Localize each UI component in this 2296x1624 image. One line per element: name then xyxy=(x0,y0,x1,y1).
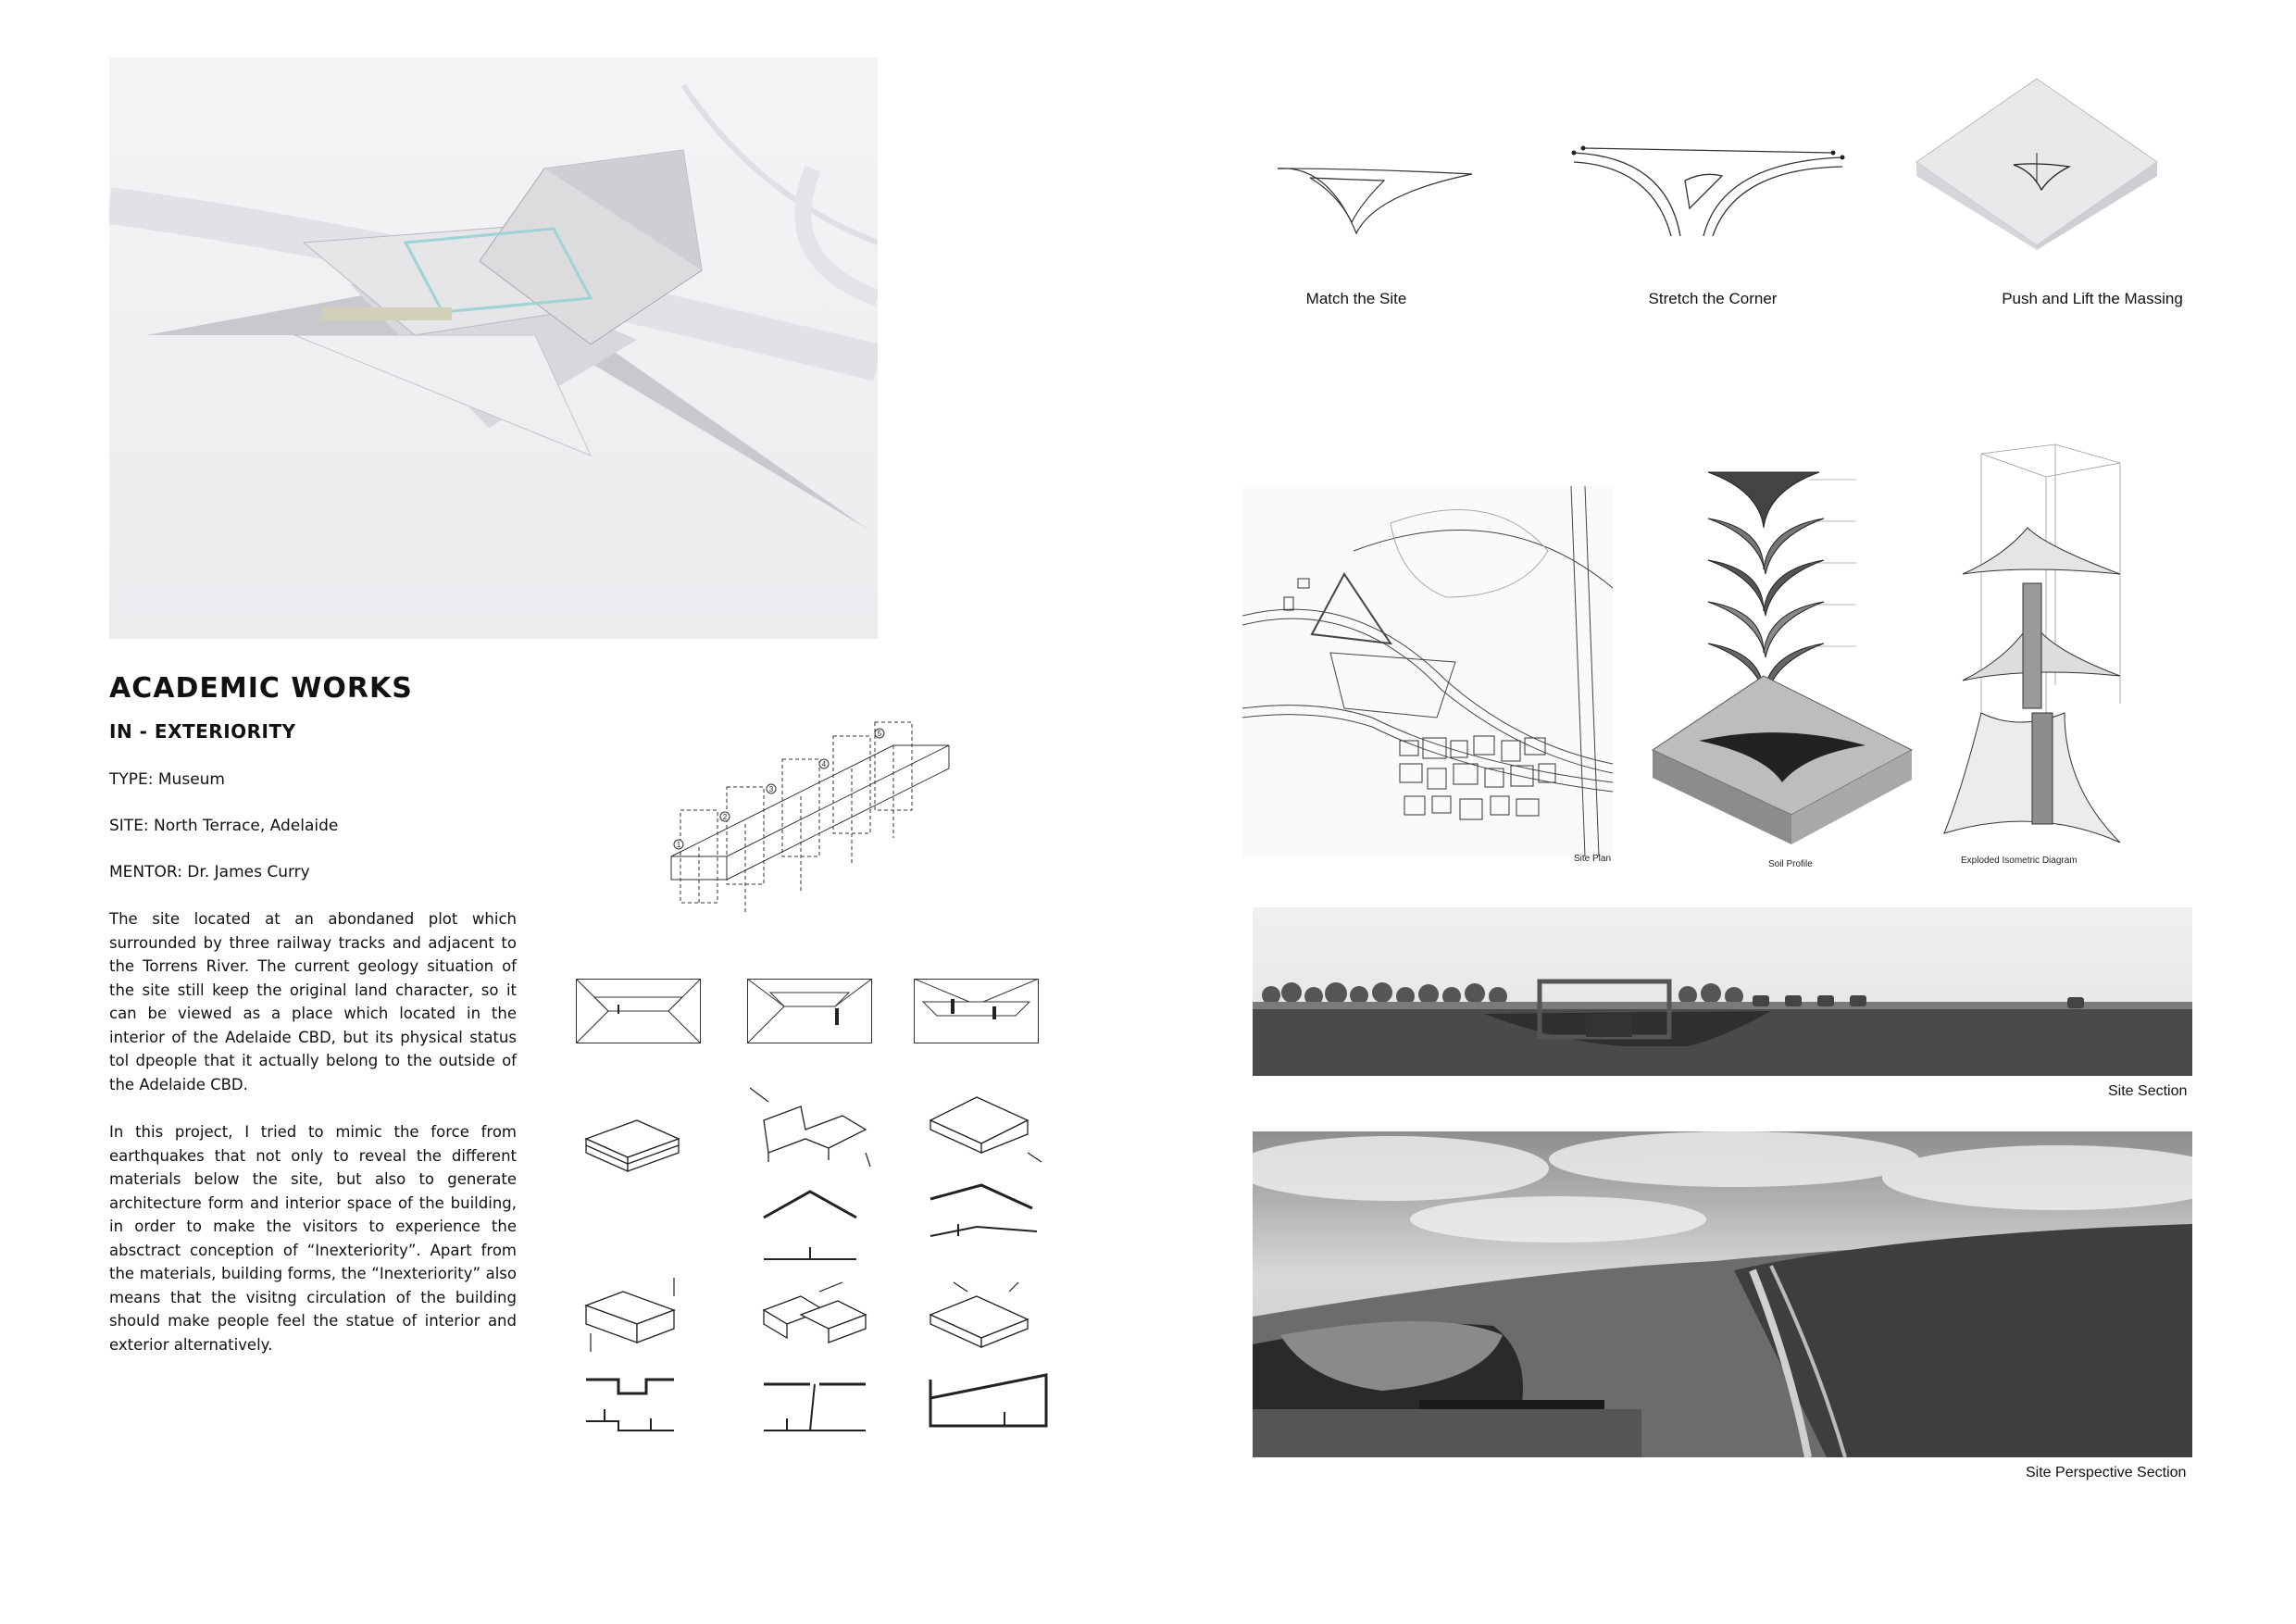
site-section-drawing xyxy=(1253,907,2192,1076)
site-plan-drawing xyxy=(1242,486,1613,856)
site-line: SITE: North Terrace, Adelaide xyxy=(109,817,339,835)
perspective-caption: Site Perspective Section xyxy=(2026,1465,2187,1480)
form-diagram-split xyxy=(759,1278,870,1435)
form-diagram-shift xyxy=(581,1278,683,1435)
concept-caption-1: Match the Site xyxy=(1305,290,1407,307)
soil-profile-drawing xyxy=(1643,463,1921,852)
description-paragraph-1: The site located at an abondaned plot which surrounded by three railway tracks and adjacent to the Torrens River. The current geology situation of the site still keep the original land character, so it can be viewed as a place which located in the interior of the Adelaide CBD, but its physical status tol dpeople that it actually belong to the outside of the Adelaide CBD. xyxy=(109,910,517,1093)
interior-view-3 xyxy=(914,979,1039,1043)
concept-caption-3: Push and Lift the Massing xyxy=(2002,290,2183,307)
site-perspective-section xyxy=(1253,1131,2192,1457)
page-title: ACADEMIC WORKS xyxy=(109,672,413,705)
hero-rendering xyxy=(109,57,878,639)
axonometric-sequence-diagram xyxy=(662,718,958,931)
exploded-caption: Exploded Isometric Diagram xyxy=(1961,856,2078,866)
site-plan-caption: Site Plan xyxy=(1574,854,1612,864)
type-line: TYPE: Museum xyxy=(109,770,225,789)
concept-match-site xyxy=(1273,157,1477,241)
exploded-isometric-drawing xyxy=(1926,435,2129,852)
form-diagram-fold xyxy=(750,1079,875,1264)
description-paragraph-2: In this project, I tried to mimic the force from earthquakes that not only to reveal the different materials below the site, but also to generate architecture form and interior space of the building, in order to make the visitors to experience the absctract conception of “Inexteriority”. Apart from the materials, building forms, the “Inexteriority” also means that the visitng circulation of the building should make people feel the statue of interior and exterior alternatively. xyxy=(109,1123,517,1354)
mentor-line: MENTOR: Dr. James Curry xyxy=(109,863,310,881)
axon-number: 5 xyxy=(877,730,882,738)
axon-number: 1 xyxy=(676,841,681,849)
concept-push-lift xyxy=(1912,74,2162,250)
concept-caption-2: Stretch the Corner xyxy=(1648,290,1778,307)
form-diagram-tilt xyxy=(926,1093,1051,1250)
project-subtitle: IN - EXTERIORITY xyxy=(109,720,296,743)
axon-number: 4 xyxy=(821,760,827,768)
site-section-caption: Site Section xyxy=(2108,1083,2188,1099)
interior-view-1 xyxy=(576,979,701,1043)
form-diagram-flat xyxy=(581,1116,683,1181)
interior-view-2 xyxy=(747,979,872,1043)
axon-number: 2 xyxy=(722,813,728,821)
axon-number: 3 xyxy=(768,785,774,793)
soil-profile-caption: Soil Profile xyxy=(1768,859,1813,869)
concept-stretch-corner xyxy=(1565,139,1852,241)
form-diagram-lift xyxy=(926,1273,1051,1435)
